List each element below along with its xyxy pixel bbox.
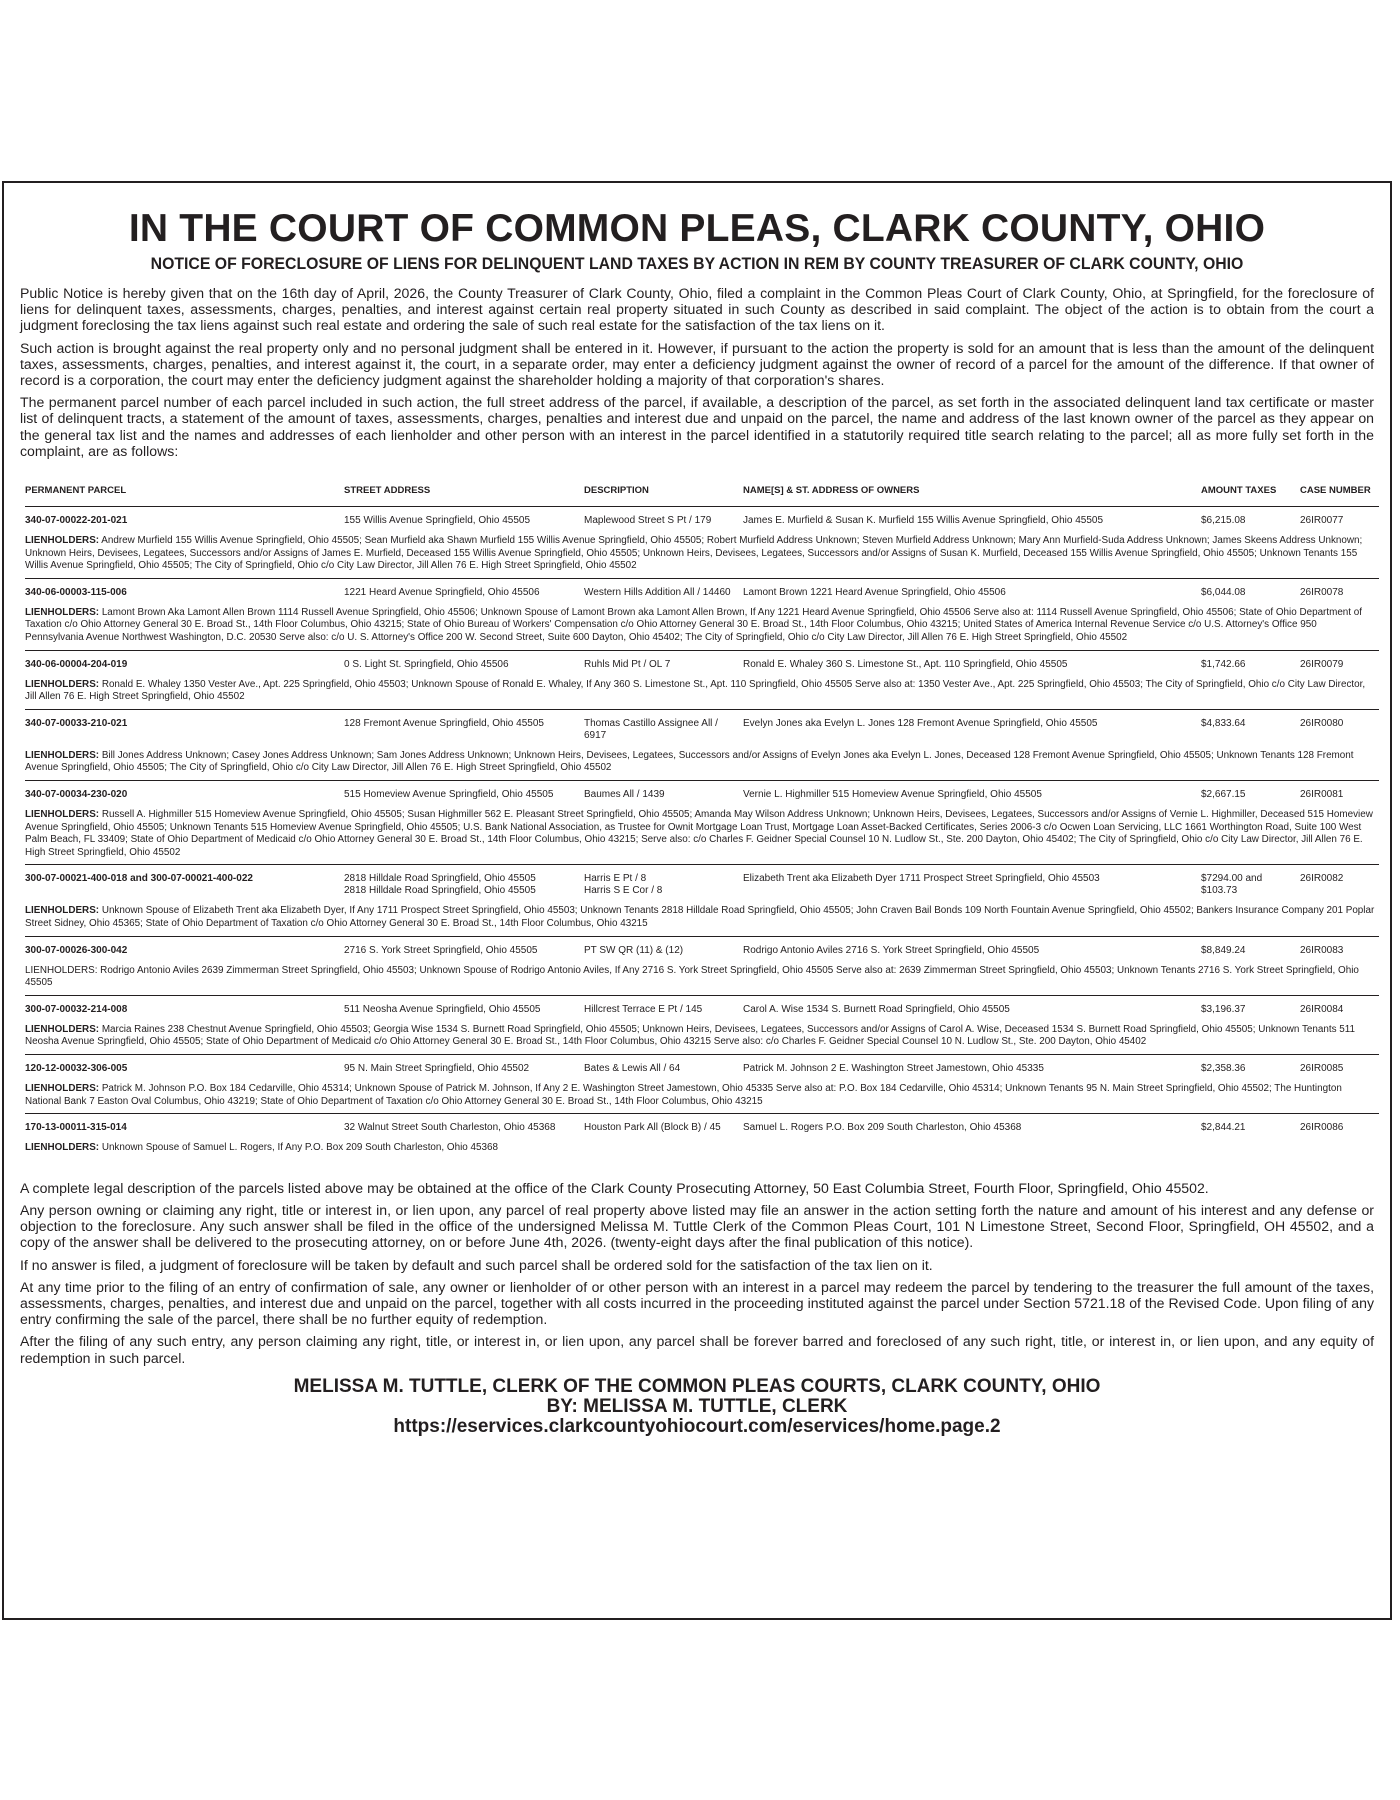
column-header-parcel: PERMANENT PARCEL: [25, 485, 344, 507]
intro-paragraph: Such action is brought against the real property only and no personal judgment shall be entered in it. However, if pursuant to the action the property is sold for an amount that is less than the amount of the delinquent taxes, assessments, charges, penalties, and interest against it, the court, in a separate order, may enter a deficiency judgment against the owner of record of a parcel for the amount of the difference. If that owner of record is a corporation, the court may enter the deficiency judgment against the shareholder holding a majority of that corporation's shares.: [20, 339, 1374, 389]
case-number: 26IR0084: [1300, 1003, 1344, 1015]
signature-block: [4, 1377, 1390, 1437]
court-url: https://eservices.clarkcountyohiocourt.com/eservices/home.page.2: [393, 1415, 1001, 1437]
lienholders-label: LIENHOLDERS:: [25, 808, 100, 820]
parcel-description: Ruhls Mid Pt / OL 7: [584, 658, 671, 670]
owner-name-address: Carol A. Wise 1534 S. Burnett Road Springfield, Ohio 45505: [743, 1003, 1010, 1015]
lienholders-cell: [25, 1140, 1379, 1160]
amount-taxes: $1,742.66: [1201, 658, 1246, 670]
amount-taxes: $3,196.37: [1201, 1003, 1246, 1015]
intro-paragraph: Public Notice is hereby given that on the 16th day of April, 2026, the County Treasurer of Clark County, Ohio, filed a complaint in the Common Pleas Court of Clark County, Ohio, at Springfield, for the foreclosure of liens for delinquent taxes, assessments, charges, penalties, and interest against certain real property situated in such County as described in said complaint. The object of the action is to obtain from the court a judgment foreclosing the tax liens against such real estate and ordering the sale of such real estate for the satisfaction of the tax liens on it.: [20, 285, 1374, 334]
parcel-number: 340-07-00033-210-021: [25, 717, 128, 729]
table-row: [25, 709, 1379, 748]
case-number: 26IR0083: [1300, 944, 1344, 956]
parcel-table-body: [25, 507, 1379, 1160]
parcel-description: Bates & Lewis All / 64: [584, 1062, 681, 1074]
parcel-number: 300-07-00032-214-008: [25, 1003, 128, 1015]
column-header-case: CASE NUMBER: [1300, 485, 1379, 507]
parcel-number: 340-06-00004-204-019: [25, 658, 128, 670]
lienholders-text: Lamont Brown Aka Lamont Allen Brown 1114 Russell Avenue Springfield, Ohio 45506; Unknown Spouse of Lamont Brown aka Lamont Allen Brown, If Any 1221 Heard Avenue Springfield, Ohio 45506 Serve also at: 1114 Russell Avenue Springfield, Ohio 45506; State of Ohio Department of Taxation c/o Ohio Attorney General 30 E. Broad St., 14th Floor Columbus, Ohio 43215; State of Ohio Bureau of Workers' Compensation c/o Ohio Attorney General 30 E. Broad St., 14th Floor Columbus, Ohio 43215; United States of America Internal Revenue Service c/o U.S. Attorney's Office 950 Pennsylvania Avenue Northwest Washington, D.C. 20530 Serve also: c/o U. S. Attorney's Office 200 W. Second Street, Suite 600 Dayton, Ohio 45402; The City of Springfield, Ohio c/o City Law Director, Jill Allen 76 E. High Street Springfield, Ohio 45502: [25, 606, 1363, 643]
closing-section: [4, 1180, 1390, 1366]
owner-name-address: Vernie L. Highmiller 515 Homeview Avenue Springfield, Ohio 45505: [743, 788, 1042, 800]
parcel-number: 340-07-00034-230-020: [25, 788, 128, 800]
parcel-description: PT SW QR (11) & (12): [584, 944, 684, 956]
lienholders-label: LIENHOLDERS:: [25, 905, 100, 917]
amount-taxes: $6,044.08: [1201, 586, 1246, 598]
street-address: 2716 S. York Street Springfield, Ohio 45505: [344, 944, 538, 956]
parcel-table: [25, 485, 1379, 1160]
lienholders-label: LIENHOLDERS:: [25, 749, 100, 761]
table-row: [25, 507, 1379, 534]
owner-name-address: Patrick M. Johnson 2 E. Washington Street Jamestown, Ohio 45335: [743, 1062, 1044, 1074]
parcel-number: 340-06-00003-115-006: [25, 586, 127, 598]
lienholders-text: Unknown Spouse of Samuel L. Rogers, If Any P.O. Box 209 South Charleston, Ohio 45368: [101, 1142, 498, 1154]
lienholders-row: [25, 903, 1379, 936]
street-address: 128 Fremont Avenue Springfield, Ohio 45505: [344, 717, 544, 729]
owner-name-address: James E. Murfield & Susan K. Murfield 155 Willis Avenue Springfield, Ohio 45505: [743, 515, 1103, 527]
case-number: 26IR0080: [1300, 717, 1344, 729]
lienholders-row: [25, 1022, 1379, 1055]
owner-name-address: Elizabeth Trent aka Elizabeth Dyer 1711 Prospect Street Springfield, Ohio 45503: [743, 873, 1100, 885]
legal-notice: [2, 181, 1392, 1620]
street-address: 32 Walnut Street South Charleston, Ohio 45368: [344, 1122, 556, 1134]
intro-paragraph: The permanent parcel number of each parcel included in such action, the full street address of the parcel, if available, a description of the parcel, as set forth in the associated delinquent land tax certificate or master list of delinquent tracts, a statement of the amount of taxes, assessments, charges, penalties and interest due and unpaid on the parcel, the name and address of the last known owner of the parcel as they appear on the general tax list and the names and addresses of each lienholder and other person with an interest in the parcel identified in a statutorily required title search relating to the parcel; all as more fully set forth in the complaint, are as follows:: [20, 394, 1374, 459]
lienholders-row: [25, 807, 1379, 865]
case-number: 26IR0078: [1300, 586, 1344, 598]
case-number: 26IR0082: [1300, 873, 1344, 885]
parcel-description: Houston Park All (Block B) / 45: [584, 1122, 721, 1134]
lienholders-row: [25, 748, 1379, 781]
lienholders-cell: [25, 533, 1379, 578]
lienholders-cell: [25, 748, 1379, 781]
lienholders-label: LIENHOLDERS:: [25, 535, 100, 547]
parcel-description: Baumes All / 1439: [584, 788, 665, 800]
lienholders-text: Bill Jones Address Unknown; Casey Jones Address Unknown; Sam Jones Address Unknown; Unknown Heirs, Devisees, Legatees, Successors and/or Assigns of Evelyn Jones aka Evelyn L. Jones, Deceased 128 Fremont Avenue Springfield, Ohio 45505; Unknown Tenants 128 Fremont Avenue Springfield, Ohio 45505; The City of Springfield, Ohio c/o City Law Director, Jill Allen 76 E. High Street Springfield, Ohio 45502: [25, 749, 1354, 774]
parcel-description: Thomas Castillo Assignee All / 6917: [584, 717, 718, 741]
lienholders-text: LIENHOLDERS: Rodrigo Antonio Aviles 2639 Zimmerman Street Springfield, Ohio 45503; Unknown Spouse of Rodrigo Antonio Aviles, If Any 2716 S. York Street Springfield, Ohio 45505 Serve also at: 2639 Zimmerman Street Springfield, Ohio 45503; Unknown Tenants 2716 S. York Street Springfield, Ohio 45505: [25, 964, 1359, 989]
amount-taxes: $2,844.21: [1201, 1122, 1246, 1134]
table-row: [25, 865, 1379, 904]
table-row: [25, 650, 1379, 677]
court-title: IN THE COURT OF COMMON PLEAS, CLARK COUNTY, OHIO: [128, 207, 1266, 250]
owner-name-address: Ronald E. Whaley 360 S. Limestone St., Apt. 110 Springfield, Ohio 45505: [743, 658, 1068, 670]
street-address: 515 Homeview Avenue Springfield, Ohio 45505: [344, 788, 554, 800]
lienholders-text: Russell A. Highmiller 515 Homeview Avenue Springfield, Ohio 45505; Susan Highmiller 562 E. Pleasant Street Springfield, Ohio 45505; Amanda May Wilson Address Unknown; Unknown Heirs, Devisees, Legatees, Successors and/or Assigns of Vernie L. Highmiller, Deceased 515 Homeview Avenue Springfield, Ohio 45505; Unknown Tenants 515 Homeview Avenue Springfield, Ohio 45505; U.S. Bank National Association, as Trustee for Ownit Mortgage Loan Trust, Mortgage Loan Asset-Backed Certificates, Series 2006-3 c/o Ocwen Loan Servicing, LLC 1661 Worthington Road, Suite 100 West Palm Beach, FL 33409; State of Ohio Department of Medicaid c/o Ohio Attorney General 30 E. Broad St., 14th Floor Columbus, Ohio 43215; Serve also: c/o Charles F. Geidner Special Counsel 10 N. Ludlow St., Ste. 200 Dayton, Ohio 45402; The City of Springfield, Ohio c/o City Law Director, Jill Allen 76 E. High Street Springfield, Ohio 45502: [25, 808, 1373, 858]
parcel-number: 170-13-00011-315-014: [25, 1122, 127, 1134]
parcel-number: 120-12-00032-306-005: [25, 1062, 128, 1074]
column-header-amount: AMOUNT TAXES: [1201, 485, 1300, 507]
owner-name-address: Samuel L. Rogers P.O. Box 209 South Charleston, Ohio 45368: [743, 1122, 1022, 1134]
case-number: 26IR0086: [1300, 1122, 1344, 1134]
table-row: [25, 780, 1379, 807]
lienholders-text: Patrick M. Johnson P.O. Box 184 Cedarville, Ohio 45314; Unknown Spouse of Patrick M. Johnson, If Any 2 E. Washington Street Jamestown, Ohio 45335 Serve also at: P.O. Box 184 Cedarville, Ohio 45314; Unknown Tenants 95 N. Main Street Springfield, Ohio 45502; The Huntington National Bank 7 Easton Oval Columbus, Ohio 43219; State of Ohio Department of Taxation c/o Ohio Attorney General 30 E. Broad St., 14th Floor Columbus, Ohio 43215: [25, 1082, 1342, 1107]
street-address-line: 2818 Hilldale Road Springfield, Ohio 45505: [344, 885, 536, 897]
parcel-number: 300-07-00026-300-042: [25, 944, 128, 956]
intro-section: [4, 285, 1390, 459]
street-address: 155 Willis Avenue Springfield, Ohio 45505: [344, 515, 531, 527]
closing-paragraph: After the filing of any such entry, any person claiming any right, title, or interest in, or lien upon, any parcel shall be forever barred and foreclosed of any such right, title, or interest in, or lien upon, and any equity of redemption in such parcel.: [20, 1333, 1374, 1366]
lienholders-cell: [25, 605, 1379, 650]
parcel-description: Maplewood Street S Pt / 179: [584, 515, 712, 527]
lienholders-row: [25, 1081, 1379, 1114]
parcel-number: 300-07-00021-400-018 and 300-07-00021-400-022: [25, 873, 253, 885]
street-address: [344, 865, 584, 904]
owner-name-address: Evelyn Jones aka Evelyn L. Jones 128 Fremont Avenue Springfield, Ohio 45505: [743, 717, 1098, 729]
lienholders-cell: [25, 807, 1379, 865]
owner-name-address: Lamont Brown 1221 Heard Avenue Springfield, Ohio 45506: [743, 586, 1006, 598]
closing-paragraph: Any person owning or claiming any right, title or interest in, or lien upon, any parcel of real property above listed may file an answer in the action setting forth the nature and amount of his interest and any defense or objection to the foreclosure. Any such answer shall be filed in the office of the undersigned Melissa M. Tuttle Clerk of the Common Pleas Court, 101 N Limestone Street, Second Floor, Springfield, OH 45502, and a copy of the answer shall be delivered to the prosecuting attorney, on or before June 4th, 2026. (twenty-eight days after the final publication of this notice).: [20, 1201, 1374, 1251]
notice-subtitle: NOTICE OF FORECLOSURE OF LIENS FOR DELINQUENT LAND TAXES BY ACTION IN REM BY COUNTY TREASURER OF CLARK COUNTY, OHIO: [150, 254, 1244, 273]
table-row: [25, 936, 1379, 963]
street-address: 0 S. Light St. Springfield, Ohio 45506: [344, 658, 509, 670]
table-row: [25, 1114, 1379, 1141]
street-address: 95 N. Main Street Springfield, Ohio 45502: [344, 1062, 530, 1074]
lienholders-text: Marcia Raines 238 Chestnut Avenue Springfield, Ohio 45503; Georgia Wise 1534 S. Burnett Road Springfield, Ohio 45505; Unknown Heirs, Devisees, Legatees, Successors and/or Assigns of Carol A. Wise, Deceased 1534 S. Burnett Road Springfield, Ohio 45505; Unknown Tenants 511 Neosha Avenue Springfield, Ohio 45505; State of Ohio Department of Medicaid c/o Ohio Attorney General 30 E. Broad St., 14th Floor Columbus, Ohio 43215 Serve also: c/o Charles F. Geidner Special Counsel 10 N. Ludlow St., Ste. 200 Dayton, Ohio 45402: [25, 1023, 1356, 1048]
case-number: 26IR0085: [1300, 1062, 1344, 1074]
column-header-address: STREET ADDRESS: [344, 485, 584, 507]
case-number: 26IR0077: [1300, 515, 1344, 527]
lienholders-cell: [25, 963, 1379, 996]
closing-paragraph: If no answer is filed, a judgment of foreclosure will be taken by default and such parcel shall be ordered sold for the satisfaction of the tax lien on it.: [20, 1256, 933, 1273]
column-header-description: DESCRIPTION: [584, 485, 743, 507]
amount-taxes: $2,667.15: [1201, 788, 1246, 800]
amount-taxes: $7294.00 and $103.73: [1201, 873, 1263, 897]
street-address: 1221 Heard Avenue Springfield, Ohio 45506: [344, 586, 540, 598]
lienholders-cell: [25, 677, 1379, 710]
lienholders-row: [25, 1140, 1379, 1160]
column-header-owners: NAME[S] & ST. ADDRESS OF OWNERS: [743, 485, 1201, 507]
closing-paragraph: At any time prior to the filing of an entry of confirmation of sale, any owner or lienholder of or other person with an interest in a parcel may redeem the parcel by tendering to the treasurer the full amount of the taxes, assessments, charges, penalties, and interest due and unpaid on the parcel, together with all costs incurred in the proceeding instituted against the parcel under Section 5721.18 of the Revised Code. Upon filing of any entry confirming the sale of the parcel, there shall be no further equity of redemption.: [20, 1278, 1374, 1328]
table-row: [25, 578, 1379, 605]
street-address-line: 2818 Hilldale Road Springfield, Ohio 45505: [344, 873, 536, 885]
lienholders-label: LIENHOLDERS:: [25, 1142, 100, 1154]
table-header-row: [25, 485, 1379, 507]
table-row: [25, 995, 1379, 1022]
lienholders-cell: [25, 903, 1379, 936]
lienholders-label: LIENHOLDERS:: [25, 1082, 100, 1094]
lienholders-cell: [25, 1081, 1379, 1114]
amount-taxes: $8,849.24: [1201, 944, 1246, 956]
parcel-description-line: Harris E Pt / 8: [584, 873, 647, 885]
lienholders-text: Unknown Spouse of Elizabeth Trent aka Elizabeth Dyer, If Any 1711 Prospect Street Springfield, Ohio 45503; Unknown Tenants 2818 Hilldale Road Springfield, Ohio 45505; John Craven Bail Bonds 109 North Fountain Avenue Springfield, Ohio 45502; Bankers Insurance Company 201 Poplar Street Sidney, Ohio 45365; State of Ohio Department of Taxation c/o Ohio Attorney General 30 E. Broad St., 14th Floor Columbus, Ohio 43215: [25, 905, 1375, 929]
case-number: 26IR0079: [1300, 658, 1344, 670]
lienholders-cell: [25, 1022, 1379, 1055]
owner-name-address: Rodrigo Antonio Aviles 2716 S. York Street Springfield, Ohio 45505: [743, 944, 1040, 956]
lienholders-row: [25, 533, 1379, 578]
lienholders-row: [25, 605, 1379, 650]
lienholders-text: Ronald E. Whaley 1350 Vester Ave., Apt. 225 Springfield, Ohio 45503; Unknown Spouse of Ronald E. Whaley, If Any 360 S. Limestone St., Apt. 110 Springfield, Ohio 45505 Serve also at: 1350 Vester Ave., Apt. 225 Springfield, Ohio 45503; The City of Springfield, Ohio c/o City Law Director, Jill Allen 76 E. High Street Springfield, Ohio 45502: [25, 678, 1366, 703]
parcel-description: Western Hills Addition All / 14460: [584, 586, 731, 598]
lienholders-label: LIENHOLDERS:: [25, 678, 100, 690]
lienholders-label: LIENHOLDERS:: [25, 1023, 100, 1035]
amount-taxes: $2,358.36: [1201, 1062, 1246, 1074]
parcel-description: Hillcrest Terrace E Pt / 145: [584, 1003, 703, 1015]
amount-taxes: $6,215.08: [1201, 515, 1246, 527]
parcel-number: 340-07-00022-201-021: [25, 515, 128, 527]
case-number: 26IR0081: [1300, 788, 1344, 800]
parcel-description: [584, 865, 743, 904]
amount-taxes: $4,833.64: [1201, 717, 1246, 729]
lienholders-text: Andrew Murfield 155 Willis Avenue Springfield, Ohio 45505; Sean Murfield aka Shawn Murfield 155 Willis Avenue Springfield, Ohio 45505; Robert Murfield Address Unknown; Steven Murfield Address Unknown; Mary Ann Murfield-Suda Address Unknown; James Skeens Address Unknown; Unknown Heirs, Devisees, Legatees, Successors and/or Assigns of James E. Murfield, Deceased 155 Willis Avenue Springfield, Ohio 45505; Unknown Heirs, Devisees, Legatees, Successors and/or Assigns of Susan K. Murfield, Deceased 155 Willis Avenue Springfield, Ohio 45505; Unknown Tenants 155 Willis Avenue Springfield, Ohio 45505; The City of Springfield, Ohio c/o City Law Director, Jill Allen 76 E. High Street Springfield, Ohio 45502: [25, 535, 1363, 572]
clerk-signature-line: MELISSA M. TUTTLE, CLERK OF THE COMMON PLEAS COURTS, CLARK COUNTY, OHIO: [293, 1375, 1101, 1397]
clerk-by-line: BY: MELISSA M. TUTTLE, CLERK: [546, 1395, 848, 1417]
lienholders-row: [25, 963, 1379, 996]
parcel-description-line: Harris S E Cor / 8: [584, 885, 663, 897]
street-address: 511 Neosha Avenue Springfield, Ohio 45505: [344, 1003, 541, 1015]
table-row: [25, 1054, 1379, 1081]
closing-paragraph: A complete legal description of the parcels listed above may be obtained at the office of the Clark County Prosecuting Attorney, 50 East Columbia Street, Fourth Floor, Springfield, Ohio 45502.: [20, 1179, 1209, 1196]
lienholders-label: LIENHOLDERS:: [25, 606, 100, 618]
lienholders-row: [25, 677, 1379, 710]
